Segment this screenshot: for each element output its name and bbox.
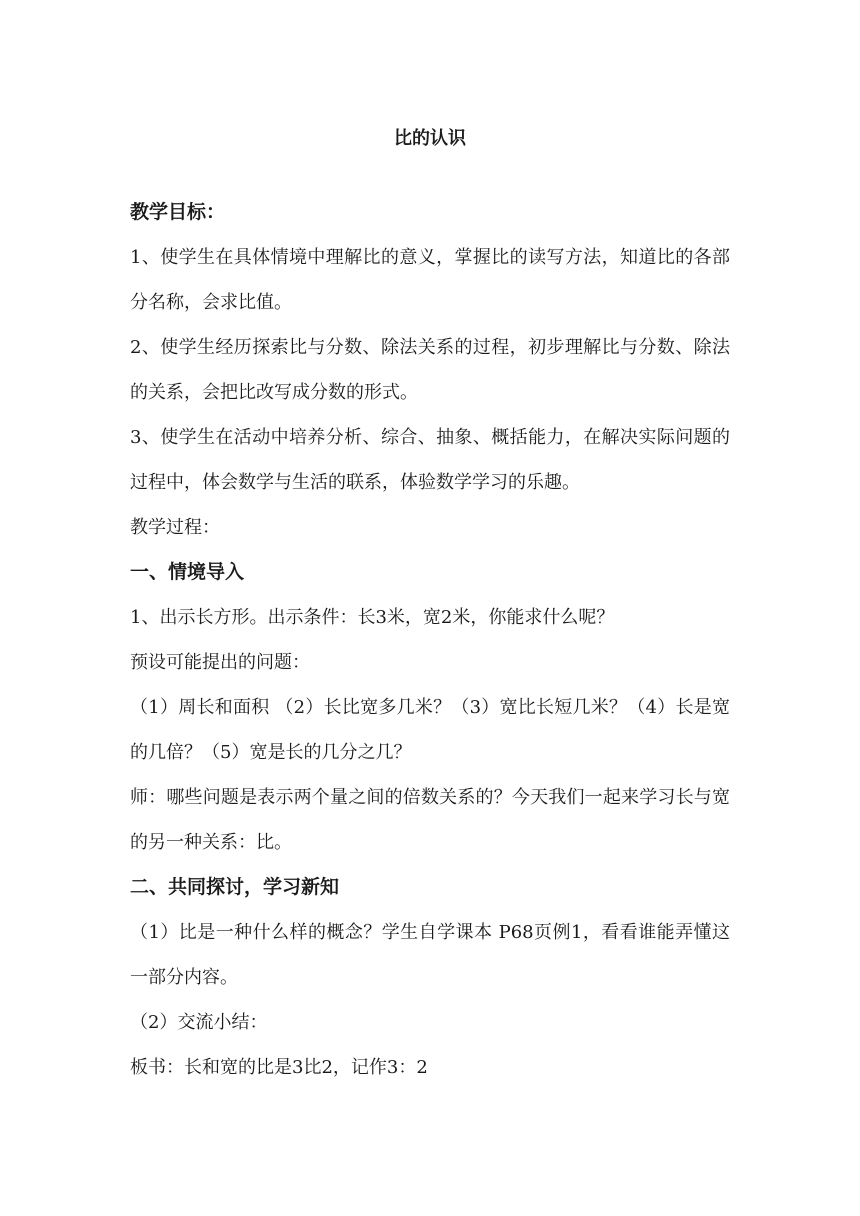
document-title: 比的认识	[394, 128, 466, 149]
preset-questions-list: （1）周长和面积 （2）长比宽多几米？（3）宽比长短几米？（4）长是宽的几倍？（5）宽是长的几分之几？	[130, 697, 730, 763]
objective-1: 1、使学生在具体情境中理解比的意义，掌握比的读写方法，知道比的各部分名称，会求比值。	[130, 247, 730, 313]
objective-2: 2、使学生经历探索比与分数、除法关系的过程，初步理解比与分数、除法的关系，会把比改写成分数的形式。	[130, 337, 730, 403]
explore-step-1: （1）比是一种什么样的概念？学生自学课本 P68页例1，看看谁能弄懂这一部分内容。	[130, 922, 730, 988]
teacher-remark: 师：哪些问题是表示两个量之间的倍数关系的？今天我们一起来学习长与宽的另一种关系：比。	[130, 787, 730, 853]
board-writing: 板书：长和宽的比是3比2，记作3：2	[130, 1057, 428, 1078]
preset-questions-label: 预设可能提出的问题：	[130, 652, 310, 673]
section-heading-objectives: 教学目标：	[130, 201, 226, 223]
document-body	[130, 190, 730, 1090]
objective-3: 3、使学生在活动中培养分析、综合、抽象、概括能力，在解决实际问题的过程中，体会数学与生活的联系，体验数学学习的乐趣。	[130, 427, 730, 493]
section-heading-explore: 二、共同探讨，学习新知	[130, 876, 340, 898]
section-heading-intro: 一、情境导入	[130, 561, 245, 583]
explore-step-2: （2）交流小结：	[130, 1012, 268, 1033]
intro-step-1: 1、出示长方形。出示条件：长3米，宽2米，你能求什么呢？	[130, 607, 615, 628]
process-label: 教学过程：	[130, 517, 220, 538]
